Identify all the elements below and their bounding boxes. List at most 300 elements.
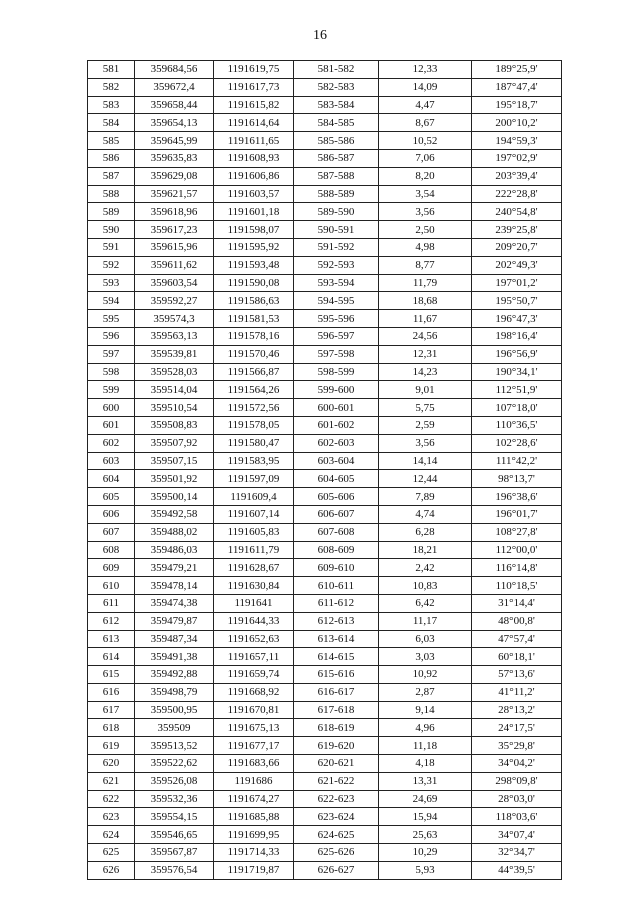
point-number-cell: 593 xyxy=(88,274,135,292)
point-number-cell: 609 xyxy=(88,559,135,577)
point-number-cell: 603 xyxy=(88,452,135,470)
table-row xyxy=(88,683,562,701)
x-coordinate-cell: 359672,4 xyxy=(135,78,214,96)
segment-cell: 612-613 xyxy=(294,612,379,630)
distance-cell: 10,83 xyxy=(379,577,472,595)
segment-cell: 624-625 xyxy=(294,826,379,844)
point-number-cell: 613 xyxy=(88,630,135,648)
segment-cell: 606-607 xyxy=(294,505,379,523)
distance-cell: 6,28 xyxy=(379,523,472,541)
point-number-cell: 616 xyxy=(88,683,135,701)
segment-cell: 611-612 xyxy=(294,594,379,612)
distance-cell: 2,50 xyxy=(379,221,472,239)
x-coordinate-cell: 359618,96 xyxy=(135,203,214,221)
table-row xyxy=(88,61,562,79)
bearing-cell: 108°27,8' xyxy=(472,523,562,541)
distance-cell: 4,47 xyxy=(379,96,472,114)
table-row xyxy=(88,470,562,488)
segment-cell: 618-619 xyxy=(294,719,379,737)
bearing-cell: 239°25,8' xyxy=(472,221,562,239)
x-coordinate-cell: 359510,54 xyxy=(135,399,214,417)
bearing-cell: 222°28,8' xyxy=(472,185,562,203)
bearing-cell: 196°01,7' xyxy=(472,505,562,523)
segment-cell: 616-617 xyxy=(294,683,379,701)
distance-cell: 6,42 xyxy=(379,594,472,612)
table-row xyxy=(88,612,562,630)
x-coordinate-cell: 359554,15 xyxy=(135,808,214,826)
segment-cell: 590-591 xyxy=(294,221,379,239)
y-coordinate-cell: 1191597,09 xyxy=(214,470,294,488)
x-coordinate-cell: 359532,36 xyxy=(135,790,214,808)
segment-cell: 615-616 xyxy=(294,666,379,684)
distance-cell: 4,18 xyxy=(379,755,472,773)
bearing-cell: 112°51,9' xyxy=(472,381,562,399)
distance-cell: 4,98 xyxy=(379,238,472,256)
table-row xyxy=(88,363,562,381)
table-row xyxy=(88,594,562,612)
bearing-cell: 189°25,9' xyxy=(472,61,562,79)
point-number-cell: 611 xyxy=(88,594,135,612)
page-number: 16 xyxy=(313,28,327,43)
point-number-cell: 626 xyxy=(88,861,135,879)
segment-cell: 614-615 xyxy=(294,648,379,666)
y-coordinate-cell: 1191583,95 xyxy=(214,452,294,470)
y-coordinate-cell: 1191611,79 xyxy=(214,541,294,559)
x-coordinate-cell: 359526,08 xyxy=(135,772,214,790)
x-coordinate-cell: 359479,21 xyxy=(135,559,214,577)
segment-cell: 600-601 xyxy=(294,399,379,417)
segment-cell: 613-614 xyxy=(294,630,379,648)
bearing-cell: 194°59,3' xyxy=(472,132,562,150)
point-number-cell: 600 xyxy=(88,399,135,417)
segment-cell: 586-587 xyxy=(294,149,379,167)
y-coordinate-cell: 1191659,74 xyxy=(214,666,294,684)
x-coordinate-cell: 359617,23 xyxy=(135,221,214,239)
point-number-cell: 586 xyxy=(88,149,135,167)
y-coordinate-cell: 1191608,93 xyxy=(214,149,294,167)
y-coordinate-cell: 1191603,57 xyxy=(214,185,294,203)
x-coordinate-cell: 359621,57 xyxy=(135,185,214,203)
bearing-cell: 197°01,2' xyxy=(472,274,562,292)
y-coordinate-cell: 1191590,08 xyxy=(214,274,294,292)
table-row xyxy=(88,238,562,256)
x-coordinate-cell: 359501,92 xyxy=(135,470,214,488)
distance-cell: 5,93 xyxy=(379,861,472,879)
bearing-cell: 28°03,0' xyxy=(472,790,562,808)
y-coordinate-cell: 1191595,92 xyxy=(214,238,294,256)
y-coordinate-cell: 1191609,4 xyxy=(214,488,294,506)
bearing-cell: 195°50,7' xyxy=(472,292,562,310)
point-number-cell: 622 xyxy=(88,790,135,808)
point-number-cell: 614 xyxy=(88,648,135,666)
segment-cell: 620-621 xyxy=(294,755,379,773)
point-number-cell: 581 xyxy=(88,61,135,79)
distance-cell: 7,89 xyxy=(379,488,472,506)
x-coordinate-cell: 359563,13 xyxy=(135,327,214,345)
bearing-cell: 110°18,5' xyxy=(472,577,562,595)
x-coordinate-cell: 359684,56 xyxy=(135,61,214,79)
bearing-cell: 24°17,5' xyxy=(472,719,562,737)
table-row xyxy=(88,256,562,274)
distance-cell: 3,03 xyxy=(379,648,472,666)
bearing-cell: 111°42,2' xyxy=(472,452,562,470)
x-coordinate-cell: 359603,54 xyxy=(135,274,214,292)
point-number-cell: 606 xyxy=(88,505,135,523)
segment-cell: 595-596 xyxy=(294,310,379,328)
x-coordinate-cell: 359654,13 xyxy=(135,114,214,132)
segment-cell: 585-586 xyxy=(294,132,379,150)
bearing-cell: 202°49,3' xyxy=(472,256,562,274)
y-coordinate-cell: 1191615,82 xyxy=(214,96,294,114)
point-number-cell: 610 xyxy=(88,577,135,595)
x-coordinate-cell: 359645,99 xyxy=(135,132,214,150)
segment-cell: 598-599 xyxy=(294,363,379,381)
segment-cell: 587-588 xyxy=(294,167,379,185)
bearing-cell: 112°00,0' xyxy=(472,541,562,559)
y-coordinate-cell: 1191578,16 xyxy=(214,327,294,345)
segment-cell: 583-584 xyxy=(294,96,379,114)
segment-cell: 596-597 xyxy=(294,327,379,345)
x-coordinate-cell: 359488,02 xyxy=(135,523,214,541)
x-coordinate-cell: 359629,08 xyxy=(135,167,214,185)
bearing-cell: 60°18,1' xyxy=(472,648,562,666)
point-number-cell: 583 xyxy=(88,96,135,114)
distance-cell: 25,63 xyxy=(379,826,472,844)
segment-cell: 591-592 xyxy=(294,238,379,256)
x-coordinate-cell: 359513,52 xyxy=(135,737,214,755)
x-coordinate-cell: 359574,3 xyxy=(135,310,214,328)
bearing-cell: 198°16,4' xyxy=(472,327,562,345)
point-number-cell: 604 xyxy=(88,470,135,488)
distance-cell: 4,96 xyxy=(379,719,472,737)
x-coordinate-cell: 359528,03 xyxy=(135,363,214,381)
table-row xyxy=(88,737,562,755)
distance-cell: 2,59 xyxy=(379,416,472,434)
y-coordinate-cell: 1191598,07 xyxy=(214,221,294,239)
point-number-cell: 589 xyxy=(88,203,135,221)
segment-cell: 581-582 xyxy=(294,61,379,79)
table-row xyxy=(88,167,562,185)
x-coordinate-cell: 359592,27 xyxy=(135,292,214,310)
distance-cell: 12,33 xyxy=(379,61,472,79)
segment-cell: 605-606 xyxy=(294,488,379,506)
point-number-cell: 592 xyxy=(88,256,135,274)
table-row xyxy=(88,861,562,879)
bearing-cell: 196°38,6' xyxy=(472,488,562,506)
x-coordinate-cell: 359514,04 xyxy=(135,381,214,399)
y-coordinate-cell: 1191644,33 xyxy=(214,612,294,630)
point-number-cell: 612 xyxy=(88,612,135,630)
segment-cell: 593-594 xyxy=(294,274,379,292)
y-coordinate-cell: 1191619,75 xyxy=(214,61,294,79)
bearing-cell: 47°57,4' xyxy=(472,630,562,648)
y-coordinate-cell: 1191628,67 xyxy=(214,559,294,577)
distance-cell: 9,01 xyxy=(379,381,472,399)
segment-cell: 594-595 xyxy=(294,292,379,310)
bearing-cell: 34°04,2' xyxy=(472,755,562,773)
y-coordinate-cell: 1191614,64 xyxy=(214,114,294,132)
distance-cell: 13,31 xyxy=(379,772,472,790)
segment-cell: 607-608 xyxy=(294,523,379,541)
table-row xyxy=(88,452,562,470)
point-number-cell: 620 xyxy=(88,755,135,773)
y-coordinate-cell: 1191674,27 xyxy=(214,790,294,808)
table-row xyxy=(88,701,562,719)
distance-cell: 14,09 xyxy=(379,78,472,96)
table-row xyxy=(88,844,562,862)
bearing-cell: 32°34,7' xyxy=(472,844,562,862)
table-row xyxy=(88,274,562,292)
bearing-cell: 34°07,4' xyxy=(472,826,562,844)
point-number-cell: 618 xyxy=(88,719,135,737)
y-coordinate-cell: 1191607,14 xyxy=(214,505,294,523)
x-coordinate-cell: 359500,95 xyxy=(135,701,214,719)
x-coordinate-cell: 359615,96 xyxy=(135,238,214,256)
bearing-cell: 196°56,9' xyxy=(472,345,562,363)
y-coordinate-cell: 1191581,53 xyxy=(214,310,294,328)
bearing-cell: 35°29,8' xyxy=(472,737,562,755)
x-coordinate-cell: 359567,87 xyxy=(135,844,214,862)
bearing-cell: 187°47,4' xyxy=(472,78,562,96)
segment-cell: 617-618 xyxy=(294,701,379,719)
x-coordinate-cell: 359500,14 xyxy=(135,488,214,506)
y-coordinate-cell: 1191686 xyxy=(214,772,294,790)
y-coordinate-cell: 1191641 xyxy=(214,594,294,612)
table-row xyxy=(88,790,562,808)
distance-cell: 2,87 xyxy=(379,683,472,701)
point-number-cell: 602 xyxy=(88,434,135,452)
bearing-cell: 190°34,1' xyxy=(472,363,562,381)
segment-cell: 619-620 xyxy=(294,737,379,755)
x-coordinate-cell: 359492,88 xyxy=(135,666,214,684)
y-coordinate-cell: 1191601,18 xyxy=(214,203,294,221)
table-row xyxy=(88,185,562,203)
segment-cell: 601-602 xyxy=(294,416,379,434)
table-row xyxy=(88,292,562,310)
table-row xyxy=(88,345,562,363)
point-number-cell: 608 xyxy=(88,541,135,559)
table-row xyxy=(88,114,562,132)
y-coordinate-cell: 1191719,87 xyxy=(214,861,294,879)
bearing-cell: 28°13,2' xyxy=(472,701,562,719)
table-row xyxy=(88,78,562,96)
x-coordinate-cell: 359492,58 xyxy=(135,505,214,523)
distance-cell: 3,54 xyxy=(379,185,472,203)
table-row xyxy=(88,399,562,417)
point-number-cell: 599 xyxy=(88,381,135,399)
point-number-cell: 623 xyxy=(88,808,135,826)
bearing-cell: 107°18,0' xyxy=(472,399,562,417)
bearing-cell: 118°03,6' xyxy=(472,808,562,826)
y-coordinate-cell: 1191652,63 xyxy=(214,630,294,648)
bearing-cell: 110°36,5' xyxy=(472,416,562,434)
segment-cell: 623-624 xyxy=(294,808,379,826)
segment-cell: 604-605 xyxy=(294,470,379,488)
y-coordinate-cell: 1191611,65 xyxy=(214,132,294,150)
y-coordinate-cell: 1191699,95 xyxy=(214,826,294,844)
segment-cell: 602-603 xyxy=(294,434,379,452)
point-number-cell: 619 xyxy=(88,737,135,755)
table-row xyxy=(88,772,562,790)
y-coordinate-cell: 1191572,56 xyxy=(214,399,294,417)
point-number-cell: 590 xyxy=(88,221,135,239)
distance-cell: 8,67 xyxy=(379,114,472,132)
x-coordinate-cell: 359491,38 xyxy=(135,648,214,666)
table-row xyxy=(88,755,562,773)
bearing-cell: 48°00,8' xyxy=(472,612,562,630)
x-coordinate-cell: 359635,83 xyxy=(135,149,214,167)
coordinates-table xyxy=(87,60,562,880)
table-row xyxy=(88,221,562,239)
table-row xyxy=(88,666,562,684)
table-row xyxy=(88,826,562,844)
point-number-cell: 624 xyxy=(88,826,135,844)
segment-cell: 584-585 xyxy=(294,114,379,132)
distance-cell: 18,21 xyxy=(379,541,472,559)
y-coordinate-cell: 1191578,05 xyxy=(214,416,294,434)
table-row xyxy=(88,488,562,506)
table-row xyxy=(88,96,562,114)
y-coordinate-cell: 1191668,92 xyxy=(214,683,294,701)
distance-cell: 8,77 xyxy=(379,256,472,274)
distance-cell: 7,06 xyxy=(379,149,472,167)
x-coordinate-cell: 359611,62 xyxy=(135,256,214,274)
y-coordinate-cell: 1191630,84 xyxy=(214,577,294,595)
distance-cell: 18,68 xyxy=(379,292,472,310)
table-row xyxy=(88,648,562,666)
y-coordinate-cell: 1191570,46 xyxy=(214,345,294,363)
point-number-cell: 585 xyxy=(88,132,135,150)
distance-cell: 11,79 xyxy=(379,274,472,292)
point-number-cell: 582 xyxy=(88,78,135,96)
distance-cell: 11,18 xyxy=(379,737,472,755)
bearing-cell: 195°18,7' xyxy=(472,96,562,114)
point-number-cell: 587 xyxy=(88,167,135,185)
distance-cell: 24,56 xyxy=(379,327,472,345)
point-number-cell: 588 xyxy=(88,185,135,203)
point-number-cell: 621 xyxy=(88,772,135,790)
point-number-cell: 601 xyxy=(88,416,135,434)
table-row xyxy=(88,327,562,345)
table-row xyxy=(88,577,562,595)
distance-cell: 11,17 xyxy=(379,612,472,630)
distance-cell: 10,92 xyxy=(379,666,472,684)
bearing-cell: 240°54,8' xyxy=(472,203,562,221)
distance-cell: 10,29 xyxy=(379,844,472,862)
point-number-cell: 607 xyxy=(88,523,135,541)
table-row xyxy=(88,559,562,577)
x-coordinate-cell: 359474,38 xyxy=(135,594,214,612)
x-coordinate-cell: 359487,34 xyxy=(135,630,214,648)
x-coordinate-cell: 359498,79 xyxy=(135,683,214,701)
segment-cell: 621-622 xyxy=(294,772,379,790)
point-number-cell: 595 xyxy=(88,310,135,328)
y-coordinate-cell: 1191714,33 xyxy=(214,844,294,862)
distance-cell: 2,42 xyxy=(379,559,472,577)
distance-cell: 5,75 xyxy=(379,399,472,417)
x-coordinate-cell: 359507,15 xyxy=(135,452,214,470)
point-number-cell: 625 xyxy=(88,844,135,862)
x-coordinate-cell: 359509 xyxy=(135,719,214,737)
bearing-cell: 197°02,9' xyxy=(472,149,562,167)
distance-cell: 14,14 xyxy=(379,452,472,470)
segment-cell: 603-604 xyxy=(294,452,379,470)
y-coordinate-cell: 1191657,11 xyxy=(214,648,294,666)
bearing-cell: 41°11,2' xyxy=(472,683,562,701)
bearing-cell: 44°39,5' xyxy=(472,861,562,879)
x-coordinate-cell: 359507,92 xyxy=(135,434,214,452)
x-coordinate-cell: 359478,14 xyxy=(135,577,214,595)
segment-cell: 622-623 xyxy=(294,790,379,808)
point-number-cell: 615 xyxy=(88,666,135,684)
y-coordinate-cell: 1191683,66 xyxy=(214,755,294,773)
point-number-cell: 596 xyxy=(88,327,135,345)
distance-cell: 11,67 xyxy=(379,310,472,328)
y-coordinate-cell: 1191675,13 xyxy=(214,719,294,737)
bearing-cell: 102°28,6' xyxy=(472,434,562,452)
segment-cell: 599-600 xyxy=(294,381,379,399)
distance-cell: 4,74 xyxy=(379,505,472,523)
segment-cell: 582-583 xyxy=(294,78,379,96)
segment-cell: 625-626 xyxy=(294,844,379,862)
table-row xyxy=(88,630,562,648)
y-coordinate-cell: 1191606,86 xyxy=(214,167,294,185)
y-coordinate-cell: 1191586,63 xyxy=(214,292,294,310)
y-coordinate-cell: 1191593,48 xyxy=(214,256,294,274)
segment-cell: 589-590 xyxy=(294,203,379,221)
segment-cell: 626-627 xyxy=(294,861,379,879)
x-coordinate-cell: 359522,62 xyxy=(135,755,214,773)
x-coordinate-cell: 359658,44 xyxy=(135,96,214,114)
table-body xyxy=(88,61,562,880)
y-coordinate-cell: 1191677,17 xyxy=(214,737,294,755)
distance-cell: 15,94 xyxy=(379,808,472,826)
x-coordinate-cell: 359539,81 xyxy=(135,345,214,363)
bearing-cell: 98°13,7' xyxy=(472,470,562,488)
bearing-cell: 196°47,3' xyxy=(472,310,562,328)
distance-cell: 14,23 xyxy=(379,363,472,381)
segment-cell: 610-611 xyxy=(294,577,379,595)
distance-cell: 6,03 xyxy=(379,630,472,648)
table-row xyxy=(88,505,562,523)
table-row xyxy=(88,434,562,452)
bearing-cell: 116°14,8' xyxy=(472,559,562,577)
distance-cell: 12,44 xyxy=(379,470,472,488)
table-row xyxy=(88,132,562,150)
y-coordinate-cell: 1191566,87 xyxy=(214,363,294,381)
distance-cell: 8,20 xyxy=(379,167,472,185)
y-coordinate-cell: 1191605,83 xyxy=(214,523,294,541)
distance-cell: 9,14 xyxy=(379,701,472,719)
distance-cell: 3,56 xyxy=(379,203,472,221)
y-coordinate-cell: 1191564,26 xyxy=(214,381,294,399)
table-row xyxy=(88,310,562,328)
table-row xyxy=(88,719,562,737)
bearing-cell: 203°39,4' xyxy=(472,167,562,185)
distance-cell: 3,56 xyxy=(379,434,472,452)
bearing-cell: 200°10,2' xyxy=(472,114,562,132)
segment-cell: 588-589 xyxy=(294,185,379,203)
x-coordinate-cell: 359486,03 xyxy=(135,541,214,559)
point-number-cell: 594 xyxy=(88,292,135,310)
x-coordinate-cell: 359546,65 xyxy=(135,826,214,844)
distance-cell: 12,31 xyxy=(379,345,472,363)
bearing-cell: 298°09,8' xyxy=(472,772,562,790)
point-number-cell: 584 xyxy=(88,114,135,132)
x-coordinate-cell: 359508,83 xyxy=(135,416,214,434)
segment-cell: 597-598 xyxy=(294,345,379,363)
table-row xyxy=(88,149,562,167)
